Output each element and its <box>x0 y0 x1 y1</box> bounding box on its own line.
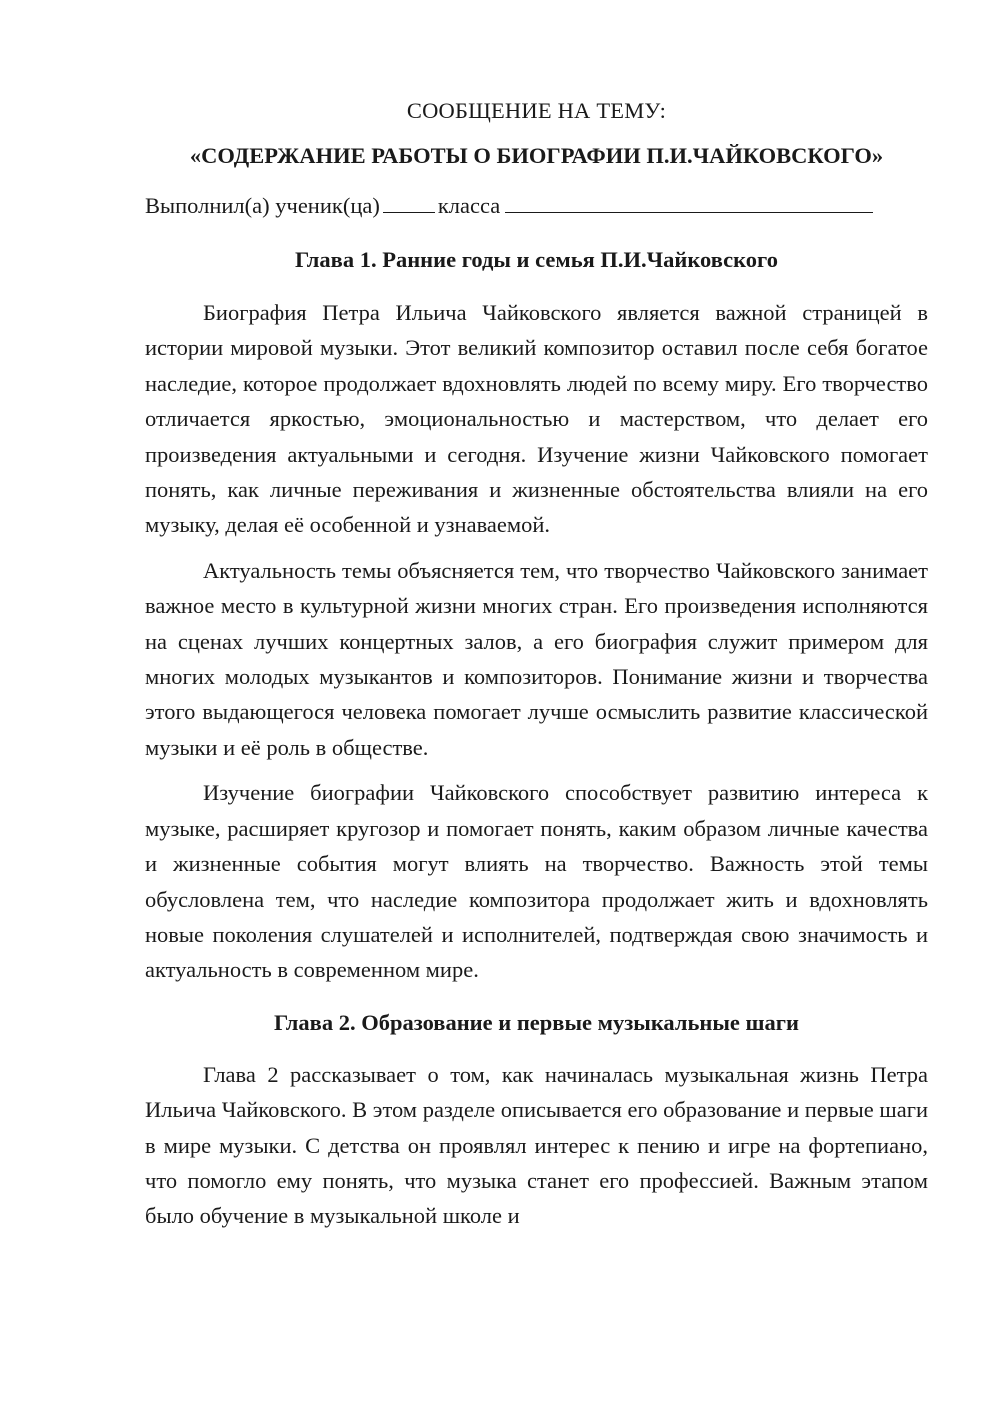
chapter-1-paragraph: Изучение биографии Чайковского способствует развитию интереса к музыке, расширяет кругозор и помогает понять, каким образом личные качества и жизненные события могут влиять на творчество. Важность этой темы обусловлена тем, что наследие композитора продолжает жить и вдохновлять новые поколения слушателей и исполнителей, подтверждая свою значимость и актуальность в современном мире. <box>145 780 928 983</box>
document-page <box>145 93 928 1234</box>
document-title-line-2: «СОДЕРЖАНИЕ РАБОТЫ О БИОГРАФИИ П.И.ЧАЙКОВСКОГО» <box>189 143 884 168</box>
author-completed-label: Выполнил(а) ученик(ца) <box>145 193 380 218</box>
author-class-label: класса <box>437 193 501 218</box>
class-number-blank <box>383 192 435 213</box>
chapter-1-paragraph: Биография Петра Ильича Чайковского является важной страницей в истории мировой музыки. Этот великий композитор оставил после себя богатое наследие, которое продолжает вдохновлять людей по всему миру. Его творчество отличается яркостью, эмоциональностью и мастерством, что делает его произведения актуальными и сегодня. Изучение жизни Чайковского помогает понять, как личные переживания и жизненные обстоятельства влияли на его музыку, делая её особенной и узнаваемой. <box>145 300 928 538</box>
student-name-blank <box>505 192 873 213</box>
document-title-line-1: СООБЩЕНИЕ НА ТЕМУ: <box>406 98 667 123</box>
author-line <box>145 188 928 223</box>
chapter-1-paragraph: Актуальность темы объясняется тем, что творчество Чайковского занимает важное место в культурной жизни многих стран. Его произведения исполняются на сценах лучших концертных залов, а его биография служит примером для многих молодых музыкантов и композиторов. Понимание жизни и творчества этого выдающегося человека помогает лучше осмыслить развитие классической музыки и её роль в обществе. <box>145 557 928 760</box>
chapter-1-heading: Глава 1. Ранние годы и семья П.И.Чайковского <box>295 247 778 272</box>
chapter-2-paragraph: Глава 2 рассказывает о том, как начиналась музыкальная жизнь Петра Ильича Чайковского. В этом разделе описывается его образование и первые шаги в мире музыки. С детства он проявлял интерес к пению и игре на фортепиано, что помогло ему понять, что музыка станет его профессией. Важным этапом было обучение в музыкальной школе и <box>145 1061 928 1229</box>
chapter-2-heading: Глава 2. Образование и первые музыкальные шаги <box>274 1009 799 1035</box>
